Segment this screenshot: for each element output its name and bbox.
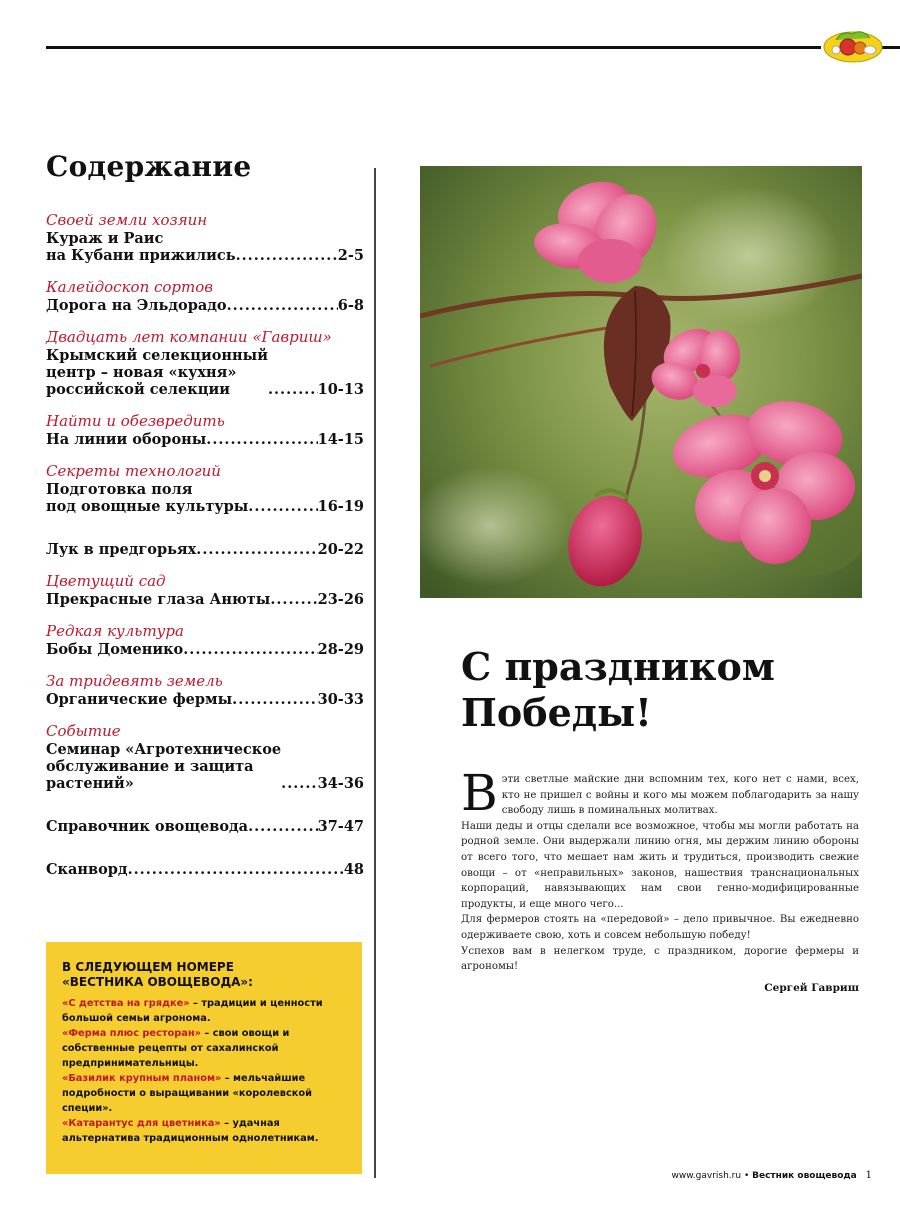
article-paragraph: Для фермеров стоять на «передовой» – дело привычное. Вы ежедневно одерживаете свою, хоть и совсем небольшую победу! <box>461 914 859 941</box>
toc-category: Редкая культура <box>46 622 184 640</box>
article-signature: Сергей Гавриш <box>764 981 859 994</box>
next-issue-heading: В СЛЕДУЮЩЕМ НОМЕРЕ «ВЕСТНИКА ОВОЩЕВОДА»: <box>62 960 253 989</box>
next-issue-item-title: «Катарантус для цветника» <box>62 1118 221 1129</box>
next-issue-item <box>62 1071 346 1116</box>
apple-blossom-photo <box>420 166 862 598</box>
footer-site: www.gavrish.ru <box>671 1171 742 1181</box>
toc-page-number: 23-26 <box>317 591 364 608</box>
next-issue-item <box>62 996 346 1026</box>
toc-leader-dots <box>227 297 338 314</box>
toc-section <box>46 211 364 264</box>
article-headline: С праздником Победы! <box>461 644 775 735</box>
next-issue-item-title: «С детства на грядке» <box>62 998 190 1009</box>
toc-page-number: 10-13 <box>317 381 364 398</box>
toc-section <box>46 849 364 878</box>
toc-category: Цветущий сад <box>46 572 166 590</box>
next-issue-item <box>62 1116 346 1146</box>
toc-section <box>46 328 364 398</box>
next-issue-list <box>62 996 346 1146</box>
toc-leader-dots <box>183 641 317 658</box>
toc-entry[interactable] <box>46 347 364 398</box>
toc-section <box>46 462 364 515</box>
footer-separator: • <box>743 1171 753 1181</box>
toc-section <box>46 672 364 708</box>
toc-entry[interactable] <box>46 541 364 558</box>
toc-entry[interactable] <box>46 591 364 608</box>
next-issue-item-title: «Ферма плюс ресторан» <box>62 1028 202 1039</box>
toc-section <box>46 529 364 558</box>
toc-entry[interactable] <box>46 297 364 314</box>
page-footer <box>672 1170 872 1181</box>
toc-entry-title: Лук в предгорьях <box>46 541 197 558</box>
article-dropcap: В <box>461 764 498 822</box>
toc-entry[interactable] <box>46 481 364 515</box>
toc-entry-title: На линии обороны <box>46 431 207 448</box>
toc-title: Содержание <box>46 150 252 183</box>
article-paragraph: Успехов вам в нелегком труде, с праздником, дорогие фермеры и агрономы! <box>461 945 859 973</box>
toc-entry[interactable] <box>46 741 364 792</box>
next-issue-item-text: – свои овощи и собственные рецепты от сахалинской предпринимательницы. <box>62 1028 290 1069</box>
article-body <box>461 764 859 996</box>
toc-entry[interactable] <box>46 230 364 264</box>
toc-entry-title: Бобы Доменико <box>46 641 184 658</box>
toc-gap <box>46 806 364 818</box>
toc-leader-dots <box>281 775 317 792</box>
toc-section <box>46 622 364 658</box>
next-issue-item-text: – удачная альтернатива традиционным однолетникам. <box>62 1118 319 1144</box>
toc-page-number: 16-19 <box>317 498 364 515</box>
article-paragraph: Наши деды и отцы сделали все возможное, чтобы мы могли работать на родной земле. Они выдержали линию огня, мы держим линию обороны от всего того, что мешает нам жить и трудиться, производить свежие овощи – от «неправильных» законов, нашествия транснациональных корпораций, навязывающих нам свои генно-модифицированные продукты, и еще много чего... <box>461 820 859 910</box>
toc-page-number: 30-33 <box>317 691 364 708</box>
toc-section <box>46 806 364 835</box>
vegetable-logo-icon <box>822 26 884 66</box>
toc-entry-title: Кураж и Раис на Кубани прижились <box>46 230 236 264</box>
toc-entry-title: Подготовка поля под овощные культуры <box>46 481 249 515</box>
toc-category: Калейдоскоп сортов <box>46 278 214 296</box>
toc-section <box>46 412 364 448</box>
toc-gap <box>46 529 364 541</box>
toc-entry-title: Справочник овощевода <box>46 818 249 835</box>
toc-entry-title: Органические фермы <box>46 691 233 708</box>
toc-page-number: 28-29 <box>317 641 364 658</box>
toc-category: За тридевять земель <box>46 672 223 690</box>
article-paragraph: эти светлые майские дни вспомним тех, кого нет с нами, всех, кто не пришел с войны и кого мы можем поблагодарить за нашу свободу лишь в поминальных молитвах. <box>501 774 859 817</box>
toc-entry[interactable] <box>46 691 364 708</box>
toc-entry[interactable] <box>46 861 364 878</box>
article-paragraphs <box>461 764 859 975</box>
page-number: 1 <box>865 1170 872 1181</box>
toc-list <box>46 211 364 878</box>
next-issue-item-title: «Базилик крупным планом» <box>62 1073 222 1084</box>
toc-entry[interactable] <box>46 641 364 658</box>
next-issue-item-text: – традиции и ценности большой семьи агронома. <box>62 998 323 1024</box>
column-divider <box>374 168 376 1178</box>
footer-magazine: Вестник овощевода <box>752 1171 857 1181</box>
toc-gap <box>46 849 364 861</box>
toc-leader-dots <box>268 381 318 398</box>
toc-leader-dots <box>236 247 338 264</box>
toc-entry-title: Сканворд <box>46 861 128 878</box>
toc-entry[interactable] <box>46 431 364 448</box>
toc-entry[interactable] <box>46 818 364 835</box>
top-rule <box>46 46 821 49</box>
next-issue-item <box>62 1026 346 1071</box>
toc-entry-title: Дорога на Эльдорадо <box>46 297 227 314</box>
toc-page-number: 6-8 <box>337 297 364 314</box>
toc-leader-dots <box>270 591 317 608</box>
toc-category: Двадцать лет компании «Гавриш» <box>46 328 332 346</box>
toc-page-number: 37-47 <box>317 818 364 835</box>
toc-section <box>46 722 364 792</box>
table-of-contents <box>46 150 364 892</box>
toc-leader-dots <box>196 541 317 558</box>
toc-category: Секреты технологий <box>46 462 221 480</box>
toc-page-number: 2-5 <box>337 247 364 264</box>
toc-page-number: 20-22 <box>317 541 364 558</box>
toc-leader-dots <box>206 431 317 448</box>
toc-entry-title: Прекрасные глаза Анюты <box>46 591 271 608</box>
toc-leader-dots <box>248 818 318 835</box>
toc-leader-dots <box>128 861 344 878</box>
toc-section <box>46 572 364 608</box>
toc-leader-dots <box>232 691 317 708</box>
toc-entry-title: Семинар «Агротехническое обслуживание и защита растений» <box>46 741 282 792</box>
toc-page-number: 34-36 <box>317 775 364 792</box>
toc-category: Своей земли хозяин <box>46 211 208 229</box>
next-issue-box <box>46 942 362 1174</box>
toc-page-number: 14-15 <box>317 431 364 448</box>
toc-leader-dots <box>248 498 317 515</box>
toc-section <box>46 278 364 314</box>
toc-entry-title: Крымский селекционный центр – новая «кухня» российской селекции <box>46 347 268 398</box>
next-issue-item-text: – мельчайшие подробности о выращивании «королевской специи». <box>62 1073 313 1114</box>
toc-category: Событие <box>46 722 121 740</box>
toc-page-number: 48 <box>343 861 364 878</box>
toc-category: Найти и обезвредить <box>46 412 225 430</box>
